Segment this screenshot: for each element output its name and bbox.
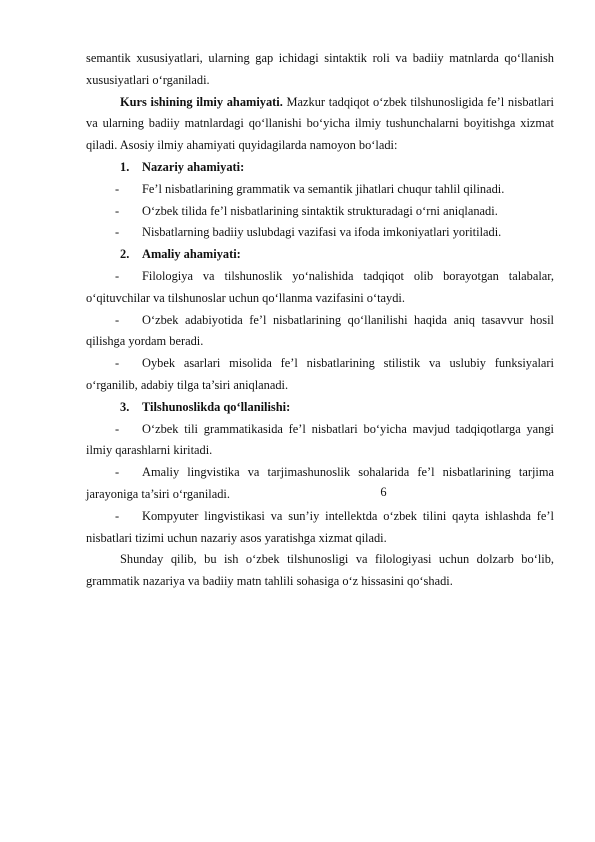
- bullet-text: Amaliy lingvistika va tarjimashunoslik sohalarida fe’l nisbatlarining tarjima jarayoniga ta’siri o‘rganiladi.: [86, 465, 554, 501]
- bullet-text: Filologiya va tilshunoslik yo‘nalishida tadqiqot olib borayotgan talabalar, o‘qituvchilar va tilshunoslar uchun qo‘llanma vazifasini o‘taydi.: [86, 268, 554, 305]
- bullet-dash: -: [115, 268, 120, 283]
- bullet-text: Kompyuter lingvistikasi va sun’iy intellektda o‘zbek tilini qayta ishlashda fe’l nisbatlari tizimi uchun nazariy asos yaratishga xizmat qiladi.: [86, 508, 554, 545]
- section-heading-1: [86, 157, 554, 179]
- bullet-text: O‘zbek adabiyotida fe’l nisbatlarining qo‘llanilishi haqida aniq tasavvur hosil qilishga yordam beradi.: [86, 312, 554, 349]
- section-title: Nazariy ahamiyati:: [142, 159, 245, 174]
- bullet-text: O‘zbek tili grammatikasida fe’l nisbatlari bo‘yicha mavjud tadqiqotlarga yangi ilmiy qarashlarni kiritadi.: [86, 421, 554, 458]
- section-heading-3: [86, 397, 554, 419]
- section-title: Tilshunoslikda qo‘llanilishi:: [142, 399, 291, 414]
- intro-paragraph: semantik xususiyatlari, ularning gap ichidagi sintaktik roli va badiiy matnlarda qo‘llanish xususiyatlari o‘rganiladi.: [86, 51, 554, 87]
- section-title: Amaliy ahamiyati:: [142, 247, 241, 262]
- conclusion-paragraph: Shunday qilib, bu ish o‘zbek tilshunosligi va filologiyasi uchun dolzarb bo‘lib, grammatik nazariya va badiiy matn tahlili sohasiga o‘z hissasini qo‘shadi.: [86, 552, 554, 589]
- bullet-dash: -: [115, 465, 120, 480]
- list-item: [86, 419, 554, 463]
- list-item: [86, 310, 554, 354]
- bullet-dash: -: [115, 508, 120, 523]
- list-item: [86, 506, 554, 550]
- list-item: [86, 266, 554, 310]
- bullet-dash: -: [115, 203, 120, 218]
- list-item: [86, 353, 554, 397]
- section-heading-2: [86, 244, 554, 266]
- page-content: [86, 48, 554, 593]
- list-item: [86, 201, 554, 223]
- significance-paragraph: [86, 92, 554, 157]
- bullet-text: O‘zbek tilida fe’l nisbatlarining sintaktik strukturadagi o‘rni aniqlanadi.: [142, 203, 498, 218]
- bullet-dash: -: [115, 312, 120, 327]
- list-item: [86, 179, 554, 201]
- bullet-dash: -: [115, 225, 120, 240]
- section-number: 2.: [120, 247, 130, 262]
- list-item: [86, 222, 554, 244]
- significance-body: Mazkur tadqiqot o‘zbek tilshunosligida fe’l nisbatlari va ularning badiiy matnlardagi qo‘llanishi bo‘yicha ilmiy tushunchalarni boyitishga xizmat qiladi. Asosiy ilmiy ahamiyati quyidagilarda namoyon bo‘ladi:: [86, 94, 555, 153]
- section-number: 3.: [120, 399, 130, 414]
- bullet-text: Oybek asarlari misolida fe’l nisbatlarining stilistik va uslubiy funksiyalari o‘rganilib, adabiy tilga ta’siri aniqlanadi.: [86, 356, 554, 392]
- bullet-dash: -: [115, 356, 120, 371]
- page-number: 6: [380, 485, 387, 499]
- bullet-dash: -: [115, 421, 120, 436]
- bullet-text: Fe’l nisbatlarining grammatik va semantik jihatlari chuqur tahlil qilinadi.: [142, 181, 505, 196]
- bullet-dash: -: [115, 181, 120, 196]
- bullet-text: Nisbatlarning badiiy uslubdagi vazifasi va ifoda imkoniyatlari yoritiladi.: [142, 225, 502, 240]
- section-number: 1.: [120, 159, 130, 174]
- significance-heading: Kurs ishining ilmiy ahamiyati.: [120, 94, 283, 109]
